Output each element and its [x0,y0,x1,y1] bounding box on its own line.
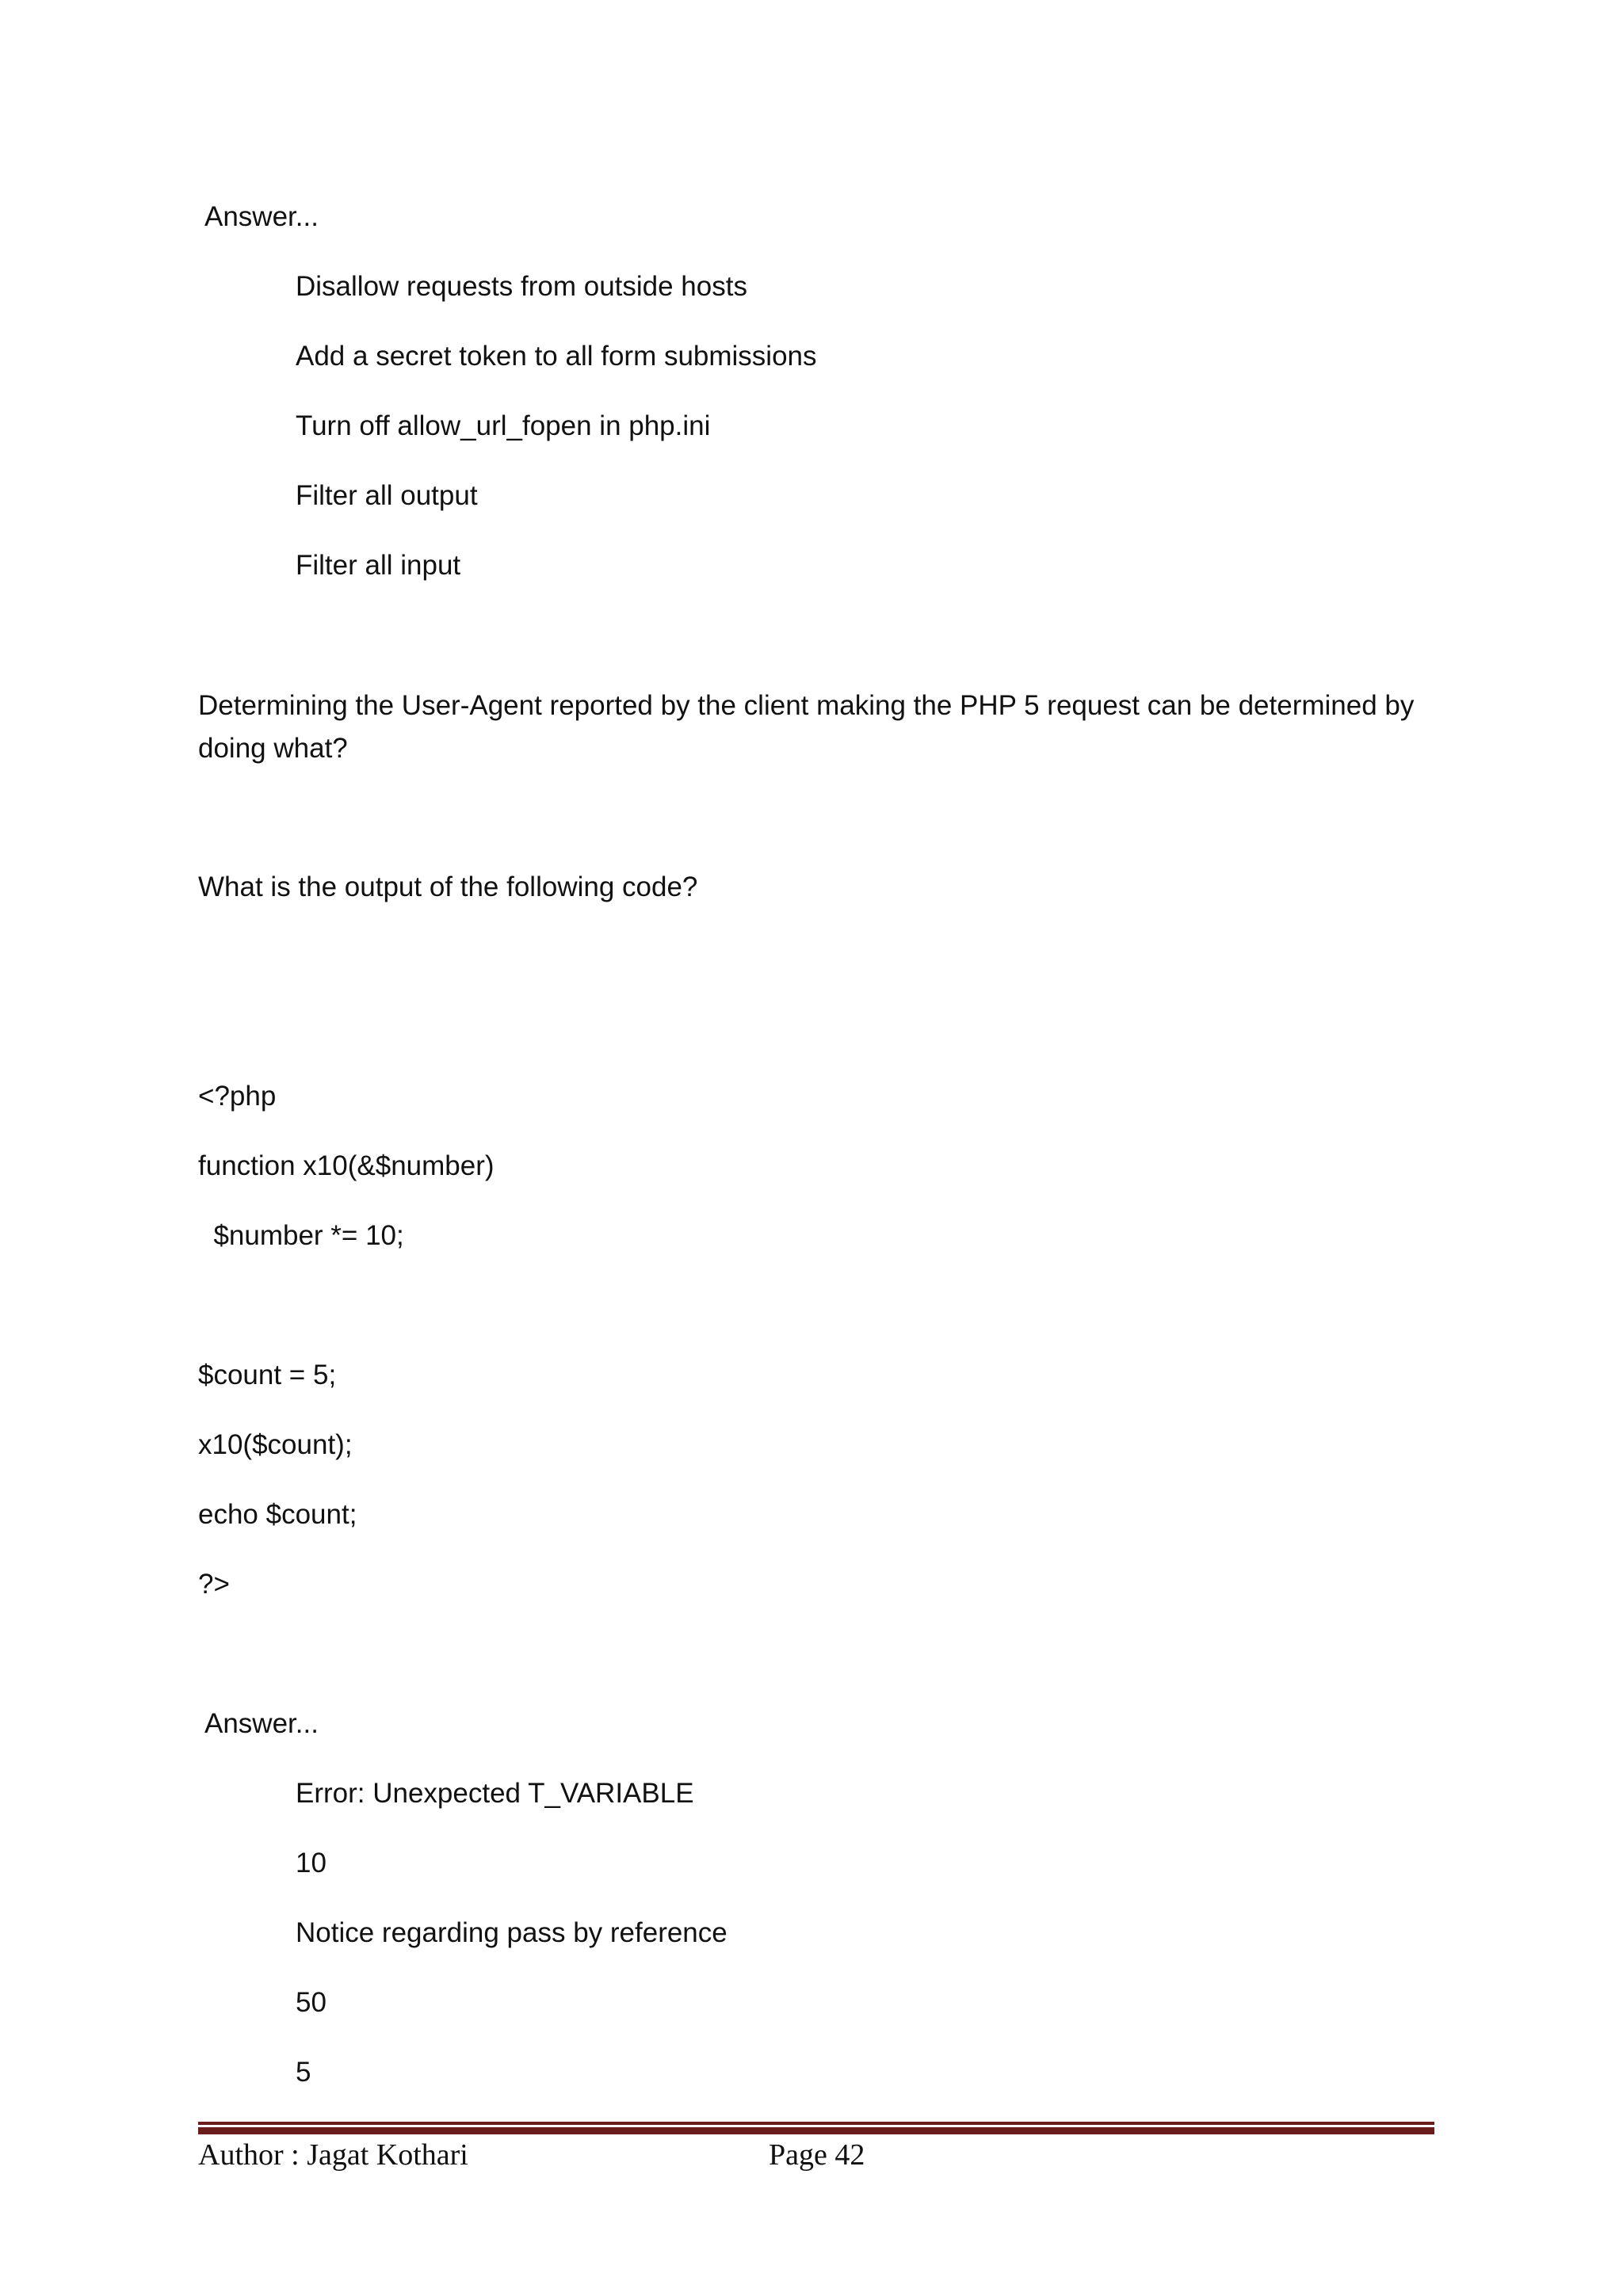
code-line: x10($count); [198,1429,353,1460]
question-paragraph: What is the output of the following code? [198,871,698,902]
answer-label: Answer... [204,1708,319,1739]
answer-option: 50 [296,1987,327,2018]
question-paragraph: Determining the User-Agent reported by the client making the PHP 5 request can be determined by doing what? [198,690,1415,764]
code-line: function x10(&$number) [198,1150,495,1181]
footer-page-number: Page 42 [769,2138,865,2172]
answer-option: 5 [296,2057,311,2088]
footer-rule [198,2122,1434,2125]
footer-rule [198,2127,1434,2134]
answer-option: Disallow requests from outside hosts [296,271,747,302]
answer-option: Notice regarding pass by reference [296,1917,727,1948]
footer-author: Author : Jagat Kothari [198,2138,468,2172]
answer-option: Add a secret token to all form submissions [296,341,817,372]
answer-option: Error: Unexpected T_VARIABLE [296,1778,694,1809]
answer-option: Turn off allow_url_fopen in php.ini [296,410,711,441]
code-line: ?> [198,1569,230,1600]
answer-option: Filter all input [296,550,461,581]
answer-option: Filter all output [296,480,478,511]
code-line: echo $count; [198,1499,357,1530]
code-line: $number *= 10; [198,1220,404,1251]
answer-option: 10 [296,1848,327,1878]
code-line: $count = 5; [198,1360,337,1390]
answer-label: Answer... [204,201,319,232]
code-line: <?php [198,1081,277,1112]
